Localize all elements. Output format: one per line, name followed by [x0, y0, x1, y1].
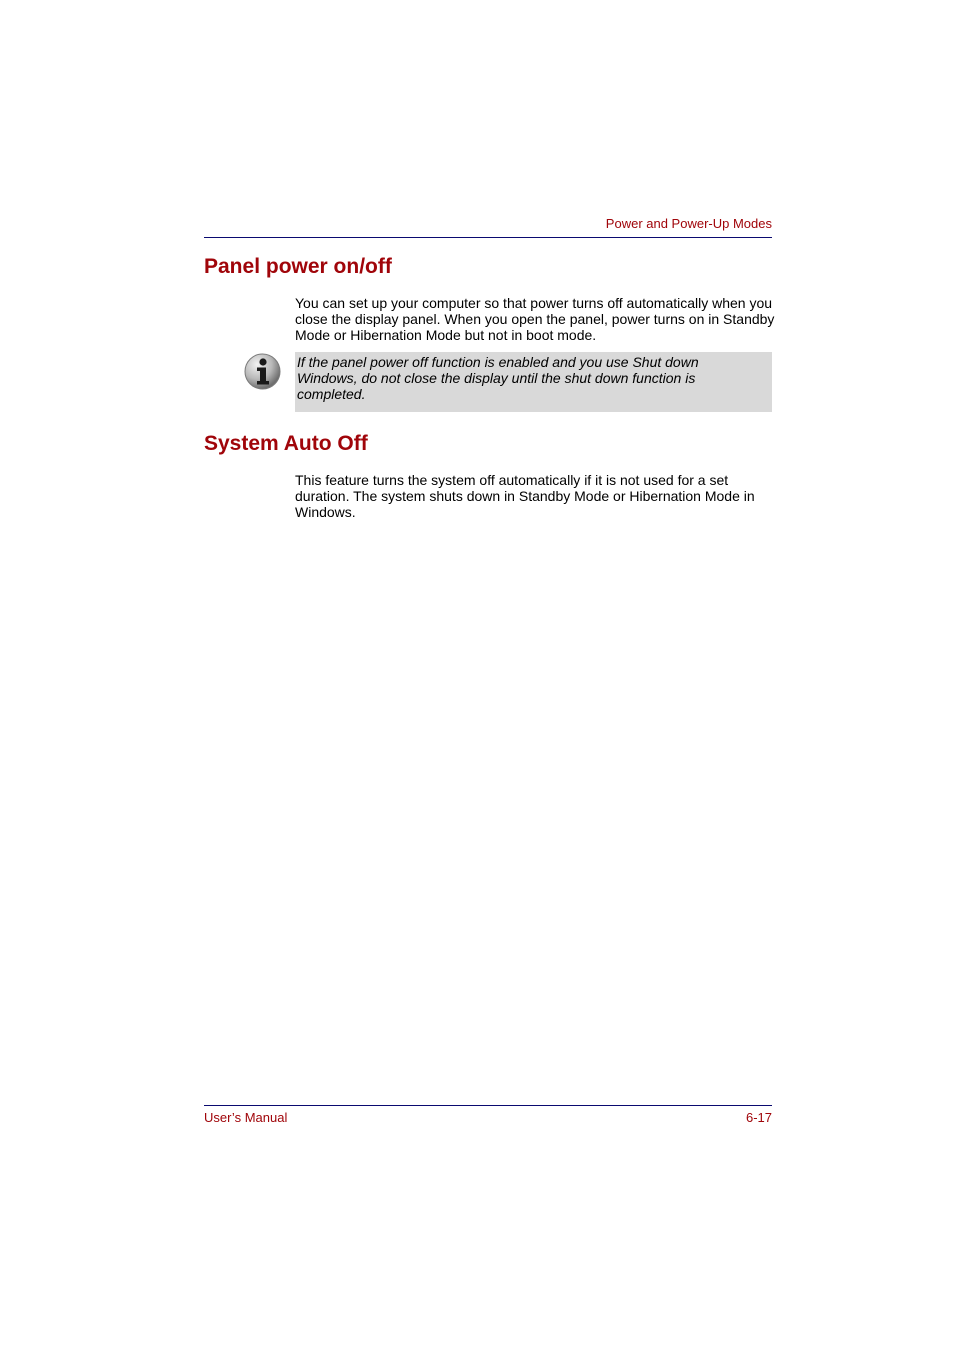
- footer-page-number: 6-17: [745, 1110, 772, 1125]
- running-header-chapter-title: Power and Power-Up Modes: [605, 216, 772, 231]
- header-divider: [204, 237, 772, 238]
- section-body-panel-power: You can set up your computer so that power turns off automatically when you close the display panel. When you open the panel, power turns on in Standby Mode or Hibernation Mode but not in boot mode.: [295, 295, 775, 343]
- section-heading-panel-power: Panel power on/off: [204, 255, 392, 278]
- note-text: If the panel power off function is enabled and you use Shut down Windows, do not close the display until the shut down function is completed.: [297, 354, 699, 402]
- footer-divider: [204, 1105, 772, 1106]
- section-body-system-auto-off: This feature turns the system off automatically if it is not used for a set duration. The system shuts down in Standby Mode or Hibernation Mode in Windows.: [295, 472, 755, 520]
- info-icon: [244, 353, 281, 390]
- section-heading-system-auto-off: System Auto Off: [204, 432, 368, 455]
- footer-manual-name: User’s Manual: [204, 1110, 288, 1125]
- note-box: [295, 352, 772, 412]
